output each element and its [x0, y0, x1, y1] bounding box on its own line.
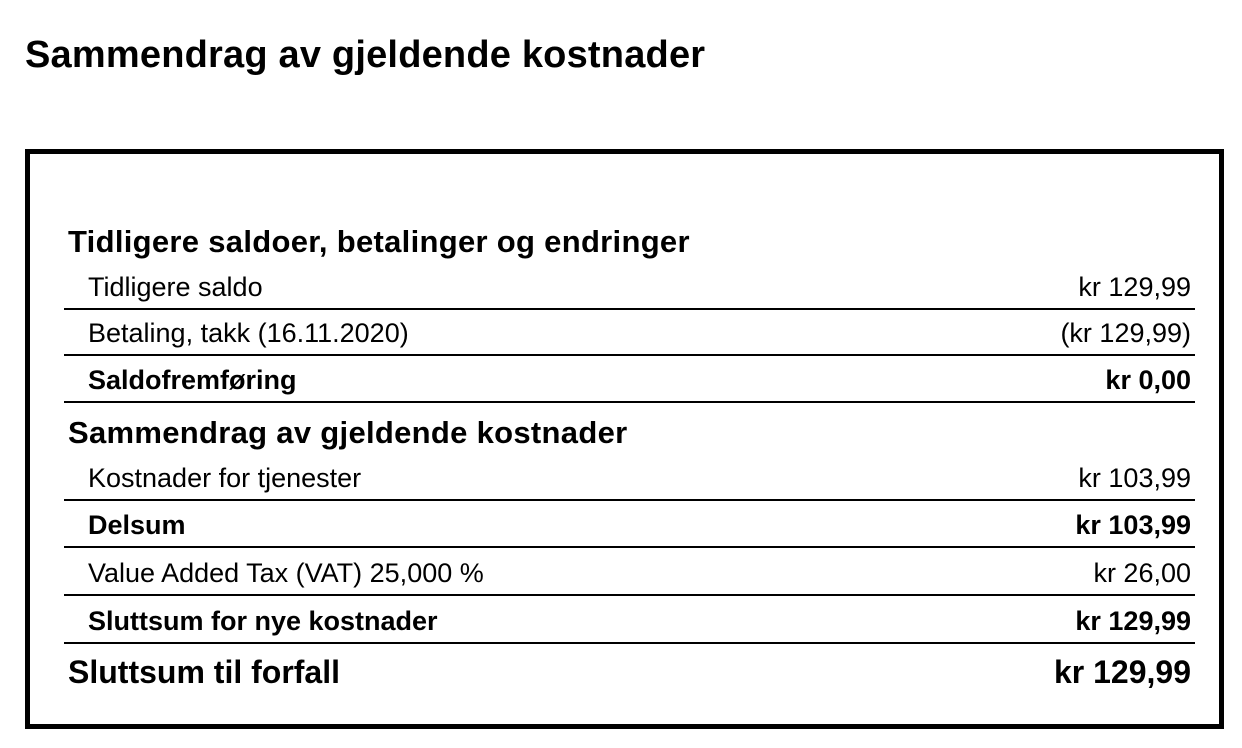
row-amount: kr 0,00 [1105, 365, 1191, 395]
total-due-amount: kr 129,99 [1053, 654, 1191, 690]
row-amount: kr 103,99 [1078, 463, 1191, 493]
row-amount: kr 129,99 [1078, 272, 1191, 302]
charges-summary-box [25, 149, 1224, 729]
row-label: Sluttsum for nye kostnader [88, 606, 438, 636]
row-label: Saldofremføring [88, 365, 297, 395]
row-total-due [64, 640, 1195, 696]
page-title: Sammendrag av gjeldende kostnader [25, 34, 706, 76]
row-balance-carried-forward [64, 359, 1195, 403]
row-subtotal [64, 504, 1195, 548]
row-label: Value Added Tax (VAT) 25,000 % [88, 558, 484, 588]
row-label: Tidligere saldo [88, 272, 263, 302]
row-amount: kr 103,99 [1075, 510, 1191, 540]
row-label: Delsum [88, 510, 186, 540]
section-heading-previous-balances: Tidligere saldoer, betalinger og endringer [68, 224, 690, 259]
row-new-charges-total [64, 600, 1195, 644]
row-label: Kostnader for tjenester [88, 463, 362, 493]
row-payment [64, 312, 1195, 356]
row-vat [64, 552, 1195, 596]
row-amount: kr 129,99 [1075, 606, 1191, 636]
row-label: Betaling, takk (16.11.2020) [88, 318, 409, 348]
row-amount: (kr 129,99) [1060, 318, 1191, 348]
row-amount: kr 26,00 [1093, 558, 1191, 588]
section-heading-current-charges: Sammendrag av gjeldende kostnader [68, 415, 628, 450]
row-previous-balance [64, 266, 1195, 310]
row-service-charges [64, 457, 1195, 501]
total-due-label: Sluttsum til forfall [68, 654, 340, 690]
